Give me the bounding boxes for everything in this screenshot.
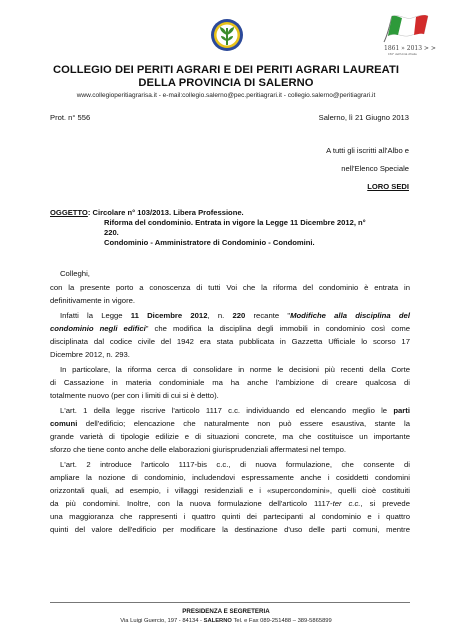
body-line: con la presente porto a conoscenza di tutti Voi che la riforma del condominio è entrata in bbox=[50, 283, 410, 292]
organization-title: COLLEGIO DEI PERITI AGRARI E DEI PERITI AGRARI LAUREATI bbox=[52, 64, 400, 76]
flag-caption-small: 150° dell'Unità d'Italia bbox=[388, 52, 417, 56]
recipient-line-1: A tutti gli iscritti all'Albo e bbox=[326, 146, 409, 155]
subject-key: OGGETTO bbox=[50, 208, 88, 217]
flag-caption: 1861 » 2013 > > bbox=[384, 45, 436, 52]
body-line: quinti del valore dell'edificio per modificare la destinazione d'uso delle parti comuni, mentre bbox=[50, 525, 410, 534]
text-run: parti bbox=[393, 406, 410, 415]
footer-divider bbox=[50, 602, 410, 603]
body-line: grande varietà di tipologie edilizie e di situazioni concrete, ma che costituisce un importante bbox=[50, 432, 410, 441]
protocol-number: Prot. n° 556 bbox=[50, 113, 91, 122]
subject-line-3: 220. bbox=[104, 228, 119, 237]
text-run: Via Luigi Guercio, 197 - 84134 - bbox=[120, 618, 204, 624]
body-line: ampliare la nozione di condominio, includendovi espressamente anche i cosiddetti condomini bbox=[50, 473, 410, 482]
body-line: In particolare, la riforma cerca di consolidare in norme le decisioni più recenti della Corte bbox=[60, 365, 410, 374]
contact-line: www.collegioperitiagrarisa.it - e-mail:collegio.salerno@pec.peritiagrari.it - collegio.salerno@peritiagrari.it bbox=[76, 92, 376, 99]
body-line: L'art. 2 introduce l'articolo 1117-bis c.c., di nuova formulazione, che consente di bbox=[60, 460, 410, 469]
text-run: SALERNO bbox=[203, 618, 232, 624]
subject-line-1 bbox=[50, 208, 244, 217]
text-run: condominio negli edifici bbox=[50, 324, 146, 333]
body-line: di Cassazione in materia condominiale ma ha anche l'ambizione di creare qualcosa di bbox=[50, 378, 410, 387]
body-line bbox=[50, 404, 410, 417]
text-run: 220 bbox=[232, 311, 246, 320]
text-run: " che modifica la disciplina degli immobili in condominio così come bbox=[145, 324, 410, 333]
college-logo bbox=[210, 18, 244, 52]
subject-line-1-text: : Circolare n° 103/2013. Libera Professione. bbox=[87, 208, 244, 217]
text-run: L'art. 1 della legge riscrive l'articolo 1117 c.c. individuando ed elencando meglio le bbox=[60, 406, 394, 415]
body-line: orizzontali quali, ad esempio, i villaggi residenziali e i «supercondomini», quelli cioè costituiti bbox=[50, 486, 410, 495]
text-run: Infatti la Legge bbox=[60, 311, 131, 320]
body-line: definitivamente in vigore. bbox=[50, 296, 136, 305]
text-run: recante " bbox=[245, 311, 291, 320]
footer-address bbox=[0, 618, 452, 624]
footer-title: PRESIDENZA E SEGRETERIA bbox=[182, 608, 270, 615]
text-run: dell'edificio; elencazione che naturalmente non può essere esaustiva, stante la bbox=[77, 419, 410, 428]
letter-date: Salerno, lì 21 Giugno 2013 bbox=[318, 113, 409, 122]
text-run: comuni bbox=[50, 419, 78, 428]
text-run: da più condomini. Inoltre, con la nuova formulazione dell'articolo 1117- bbox=[50, 499, 333, 508]
body-line: sforzo che tiene conto anche delle elaborazioni giurisprudenziali affermatesi nel tempo. bbox=[50, 445, 347, 454]
text-run: Tel. e Fax 089-251488 – 389-5865899 bbox=[231, 618, 332, 624]
subject-line-4: Condominio - Amministratore di Condominio - Condomini. bbox=[104, 238, 315, 247]
body-line: una maggioranza che rappresenti i quattro quinti dei partecipanti al condominio e i quattro bbox=[50, 512, 410, 521]
organization-subtitle: DELLA PROVINCIA DI SALERNO bbox=[138, 77, 314, 89]
recipient-line-2: nell'Elenco Speciale bbox=[341, 164, 409, 173]
body-line bbox=[50, 417, 410, 430]
body-line bbox=[50, 309, 410, 322]
body-line: Dicembre 2012, n. 293. bbox=[50, 350, 130, 359]
body-line bbox=[50, 322, 410, 335]
body-line: totalmente nuovo (per con i limiti di cui si è detto). bbox=[50, 391, 219, 400]
body-line: disciplinata dal codice civile del 1942 era stata pubblicata in Gazzetta Ufficiale lo scorso 17 bbox=[50, 337, 410, 346]
text-run: Modifiche alla disciplina del bbox=[290, 311, 410, 320]
text-run: , si prevede bbox=[360, 499, 410, 508]
body-line bbox=[50, 497, 410, 510]
text-run: , n. bbox=[207, 311, 233, 320]
subject-line-2: Riforma del condominio. Entrata in vigore la Legge 11 Dicembre 2012, n° bbox=[104, 218, 366, 227]
text-run: 11 Dicembre 2012 bbox=[130, 311, 208, 320]
text-run: ter c.c. bbox=[332, 499, 361, 508]
recipient-line-3: LORO SEDI bbox=[367, 182, 409, 191]
greeting: Colleghi, bbox=[60, 269, 90, 278]
